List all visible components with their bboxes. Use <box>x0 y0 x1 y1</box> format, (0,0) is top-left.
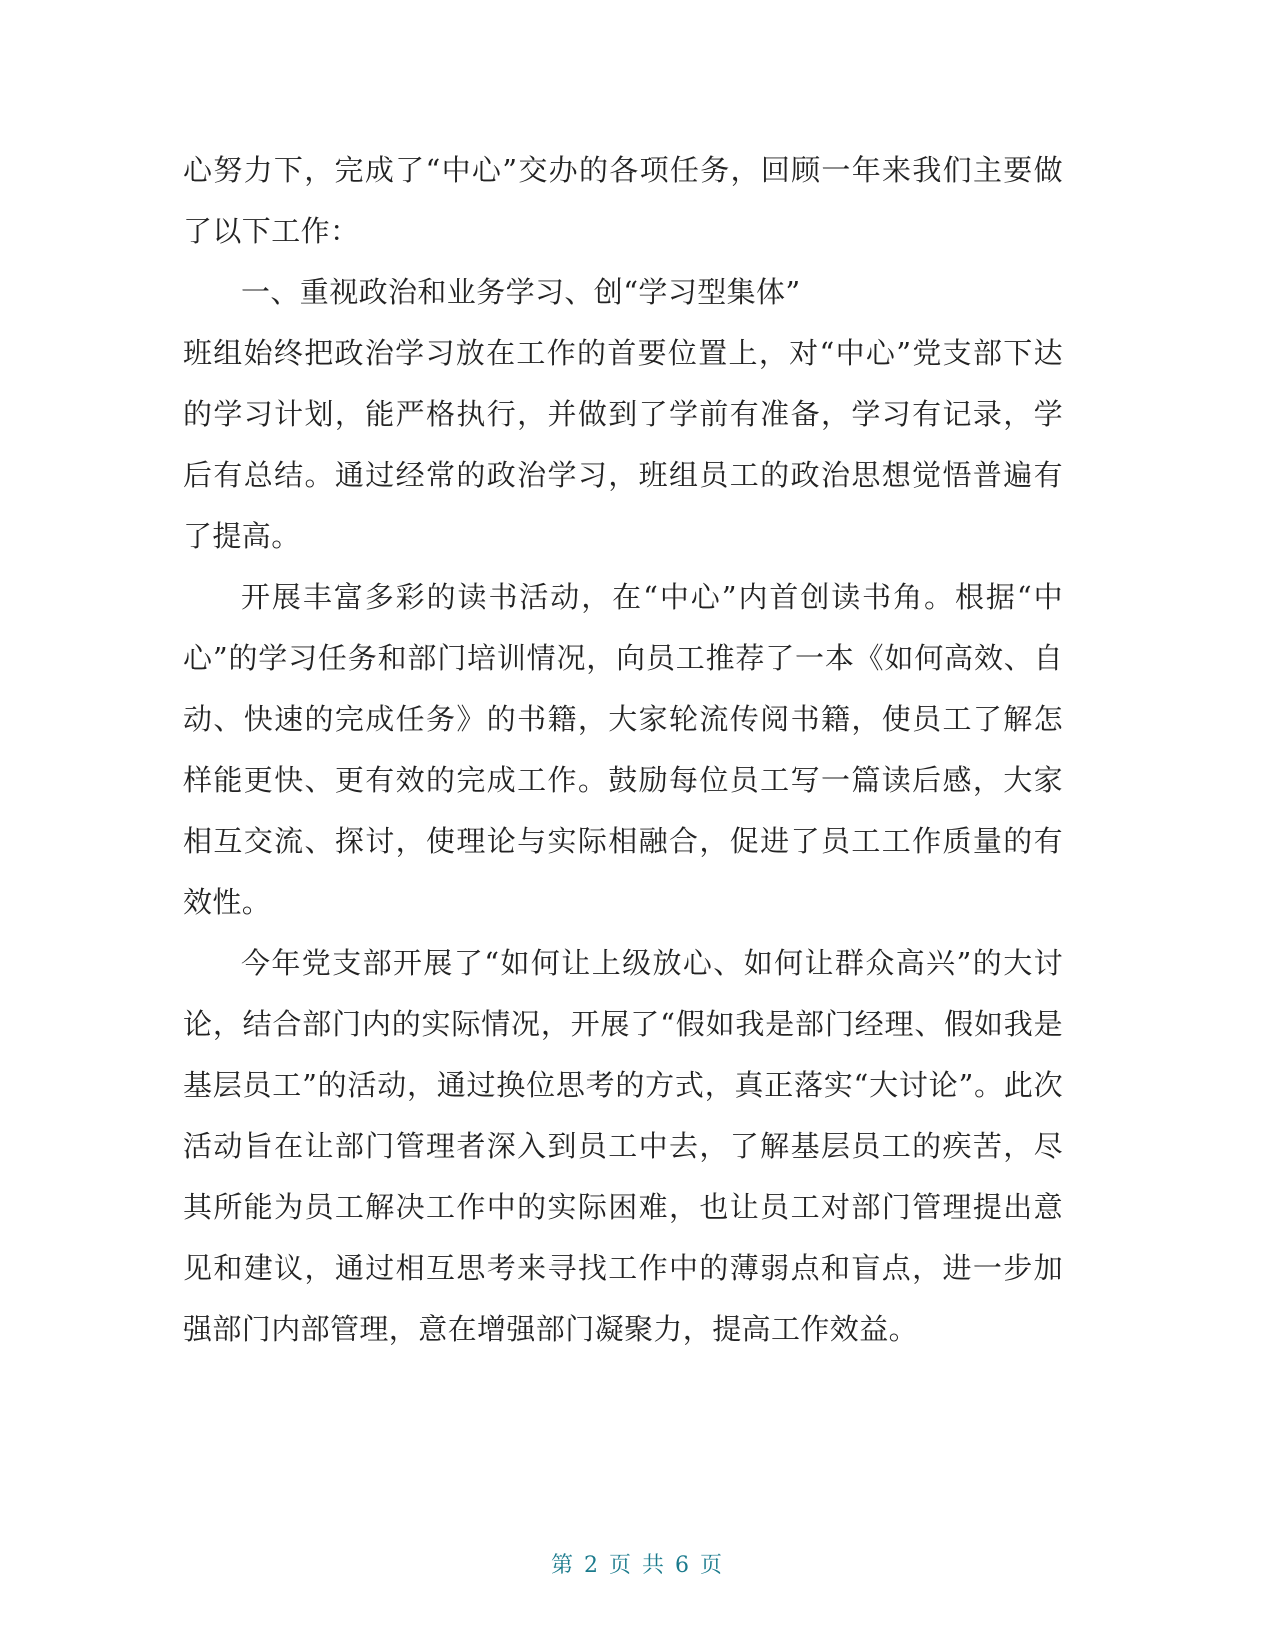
paragraph-continuation: 心努力下，完成了“中心”交办的各项任务，回顾一年来我们主要做了以下工作： <box>183 153 1063 248</box>
page-number-footer: 第 2 页 共 6 页 <box>551 1553 724 1578</box>
document-body <box>183 140 1063 1360</box>
paragraph-reading-activity: 开展丰富多彩的读书活动，在“中心”内首创读书角。根据“中心”的学习任务和部门培训情况，向员工推荐了一本《如何高效、自动、快速的完成任务》的书籍，大家轮流传阅书籍，使员工了解怎样能更快、更有效的完成工作。鼓励每位员工写一篇读后感，大家相互交流、探讨，使理论与实际相融合，促进了员工工作质量的有效性。 <box>183 580 1063 919</box>
paragraph-discussion-activity: 今年党支部开展了“如何让上级放心、如何让群众高兴”的大讨论，结合部门内的实际情况，开展了“假如我是部门经理、假如我是基层员工”的活动，通过换位思考的方式，真正落实“大讨论”。此次活动旨在让部门管理者深入到员工中去，了解基层员工的疾苦，尽其所能为员工解决工作中的实际困难，也让员工对部门管理提出意见和建议，通过相互思考来寻找工作中的薄弱点和盲点，进一步加强部门内部管理，意在增强部门凝聚力，提高工作效益。 <box>183 946 1063 1346</box>
section-heading-1: 一、重视政治和业务学习、创“学习型集体” <box>241 275 801 309</box>
paragraph-political-study: 班组始终把政治学习放在工作的首要位置上，对“中心”党支部下达的学习计划，能严格执行，并做到了学前有准备，学习有记录，学后有总结。通过经常的政治学习，班组员工的政治思想觉悟普遍有了提高。 <box>183 336 1063 553</box>
